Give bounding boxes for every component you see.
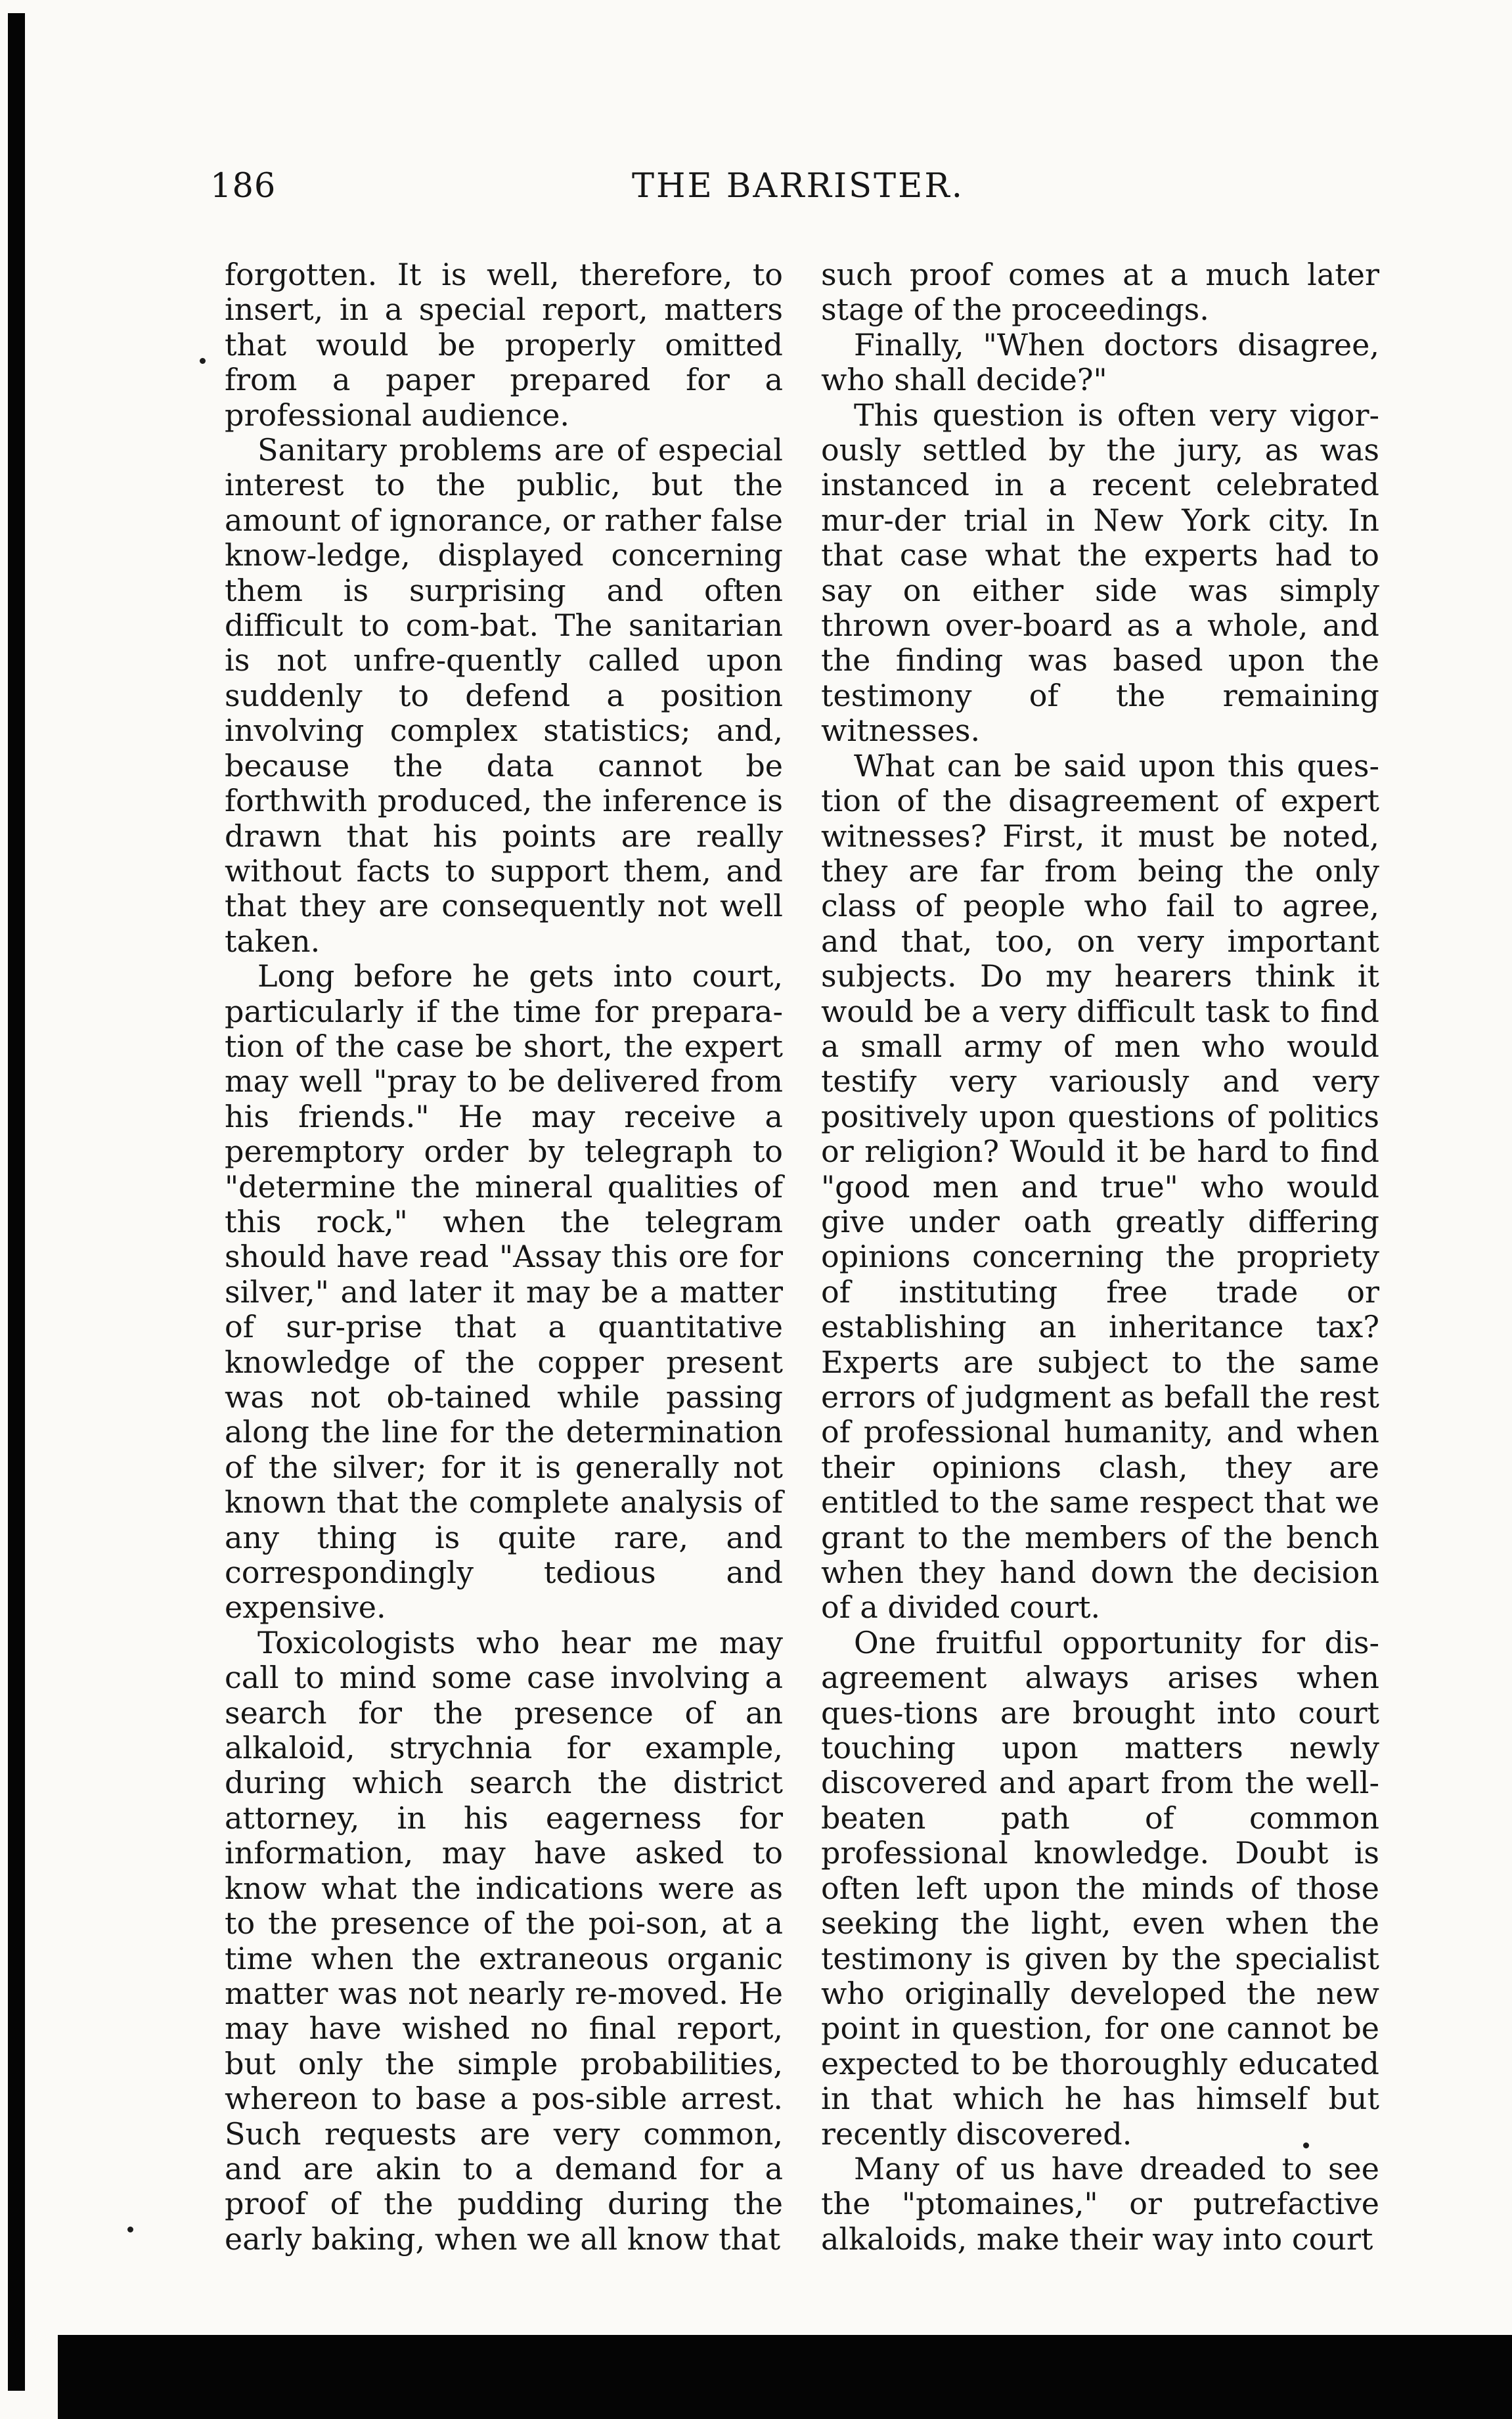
scan-speck [127,2227,133,2232]
running-title: THE BARRISTER. [632,167,964,206]
right-paragraph-5: One fruitful opportunity for dis-agreement always arises when ques-tions are brought into court touching upon matters newly discovered and apart from the well-beaten path of common professional knowledge. Doubt is often left upon the minds of those seeking the light, even when the testimony is given by the specialist who originally developed the new point in question, for one cannot be expected to be thoroughly educated in that which he has himself but recently discovered. [821,1624,1379,2152]
right-paragraph-6: Many of us have dreaded to see the "ptomaines," or putrefactive alkaloids, make their way into court [821,2150,1379,2257]
left-paragraph-3: Long before he gets into court, particularly if the time for prepara-tion of the case be short, the expert may well "pray to be delivered from his friends." He may receive a peremptory order by telegraph to "determine the mineral qualities of this rock," when the telegram should have read "Assay this ore for silver," and later it may be a matter of sur-prise that a quantitative knowledge of the copper present was not ob-tained while passing along the line for the determination of the silver; for it is generally not known that the complete analysis of any thing is quite rare, and correspondingly tedious and expensive. [225,958,783,1626]
right-paragraph-3: This question is often very vigor-ously settled by the jury, as was instanced in a recent celebrated mur-der trial in New York city. In that case what the experts had to say on either side was simply thrown over-board as a whole, and the finding was based upon the testimony of the remaining witnesses. [821,397,1379,749]
left-paragraph-4: Toxicologists who hear me may call to mind some case involving a search for the presence of an alkaloid, strychnia for example, during which search the district attorney, in his eagerness for information, may have asked to know what the indications were as to the presence of the poi-son, at a time when the extraneous organic matter was not nearly re-moved. He may have wished no final report, but only the simple probabilities, whereon to base a pos-sible arrest. Such requests are very common, and are akin to a demand for a proof of the pudding during the early baking, when we all know that [225,1624,783,2257]
scan-bottom-strip [58,2335,1512,2419]
right-paragraph-1: such proof comes at a much later stage of the proceedings. [821,257,1379,328]
scan-speck [1303,2142,1309,2148]
left-column [225,257,783,2257]
scan-left-border [8,13,25,2391]
page-number: 186 [210,167,277,206]
left-paragraph-2: Sanitary problems are of especial interest to the public, but the amount of ignorance, or rather false know-ledge, displayed concerning them is surprising and often difficult to com-bat. The sanitarian is not unfre-quently called upon suddenly to defend a position involving complex statistics; and, because the data cannot be forthwith produced, the inference is drawn that his points are really without facts to support them, and that they are consequently not well taken. [225,432,783,959]
right-column [821,257,1379,2257]
left-paragraph-1: forgotten. It is well, therefore, to insert, in a special report, matters that would be properly omitted from a paper prepared for a professional audience. [225,257,783,433]
right-paragraph-4: What can be said upon this ques-tion of the disagreement of expert witnesses? First, it must be noted, they are far from being the only class of people who fail to agree, and that, too, on very important subjects. Do my hearers think it would be a very difficult task to find a small army of men who would testify very variously and very positively upon questions of politics or religion? Would it be hard to find "good men and true" who would give under oath greatly differing opinions concerning the propriety of instituting free trade or establishing an inheritance tax? Experts are subject to the same errors of judgment as befall the rest of professional humanity, and when their opinions clash, they are entitled to the same respect that we grant to the members of the bench when they hand down the decision of a divided court. [821,747,1379,1626]
page-header [210,163,1301,215]
right-paragraph-2: Finally, "When doctors disagree, who shall decide?" [821,326,1379,398]
scan-speck [200,358,206,364]
